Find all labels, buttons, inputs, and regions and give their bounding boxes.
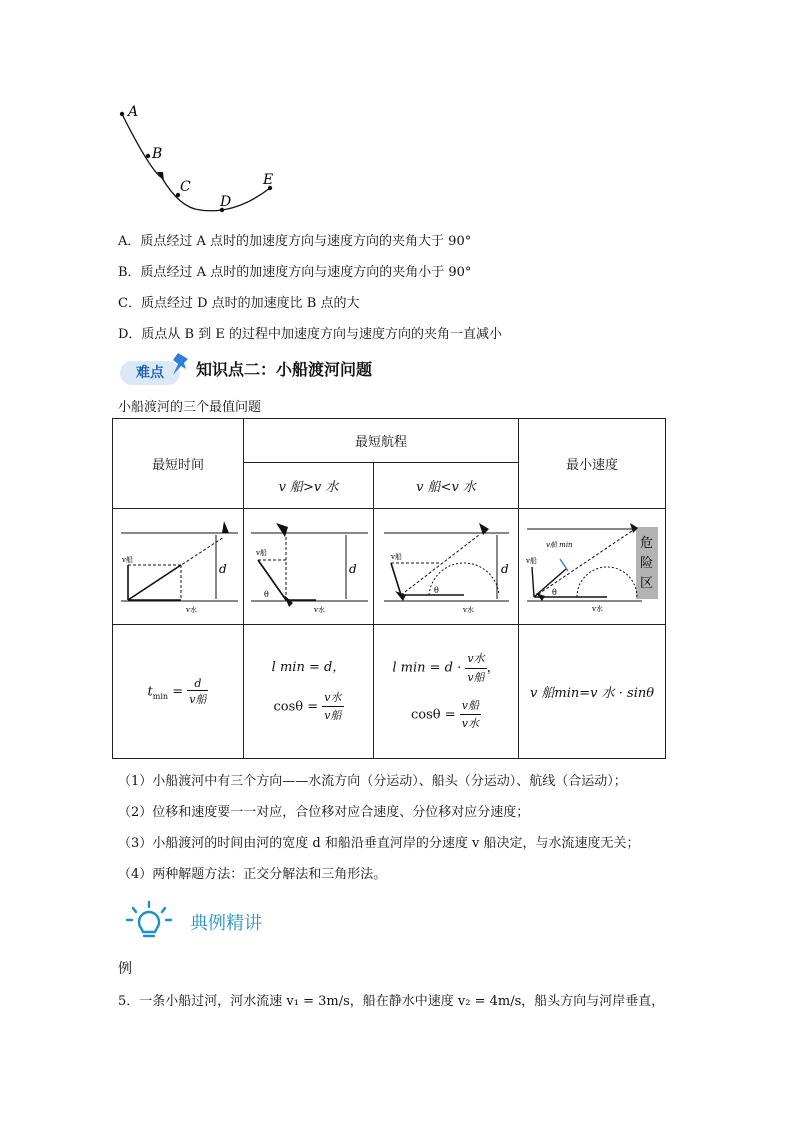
svg-text:v船: v船 (390, 552, 402, 561)
figure-cell-1 (113, 509, 244, 625)
svg-text:d: d (218, 561, 227, 576)
formula-vboat-lt: l min = d · $\frac{\text{v水}}{\text{v船}}$ ， cosθ = $\frac{\text{v船}}{\text{v水}}$ (374, 625, 519, 759)
svg-text:险: 险 (640, 554, 654, 570)
point-b (146, 154, 150, 158)
svg-text:d: d (500, 561, 509, 576)
header-shortest-time: 最短时间 (113, 419, 244, 509)
figure-cell-3 (374, 509, 519, 625)
label-c: C (180, 179, 191, 195)
table-subtitle: 小船渡河的三个最值问题 (118, 400, 262, 415)
section-title: 知识点二：小船渡河问题 (196, 360, 373, 379)
option-b[interactable]: B．质点经过 A 点时的加速度方向与速度方向的夹角小于 90° (118, 265, 472, 280)
svg-text:v水: v水 (462, 605, 474, 614)
figure-vboat-lt (379, 515, 514, 615)
figure-vboat-gt (246, 515, 371, 615)
svg-text:危: 危 (640, 534, 654, 550)
option-a[interactable]: A．质点经过 A 点时的加速度方向与速度方向的夹角大于 90° (118, 234, 472, 249)
trajectory-curve (122, 114, 270, 211)
note-1: （1）小船渡河中有三个方向——水流方向（分运动）、船头（分运动）、航线（合运动）； (118, 774, 627, 789)
label-a: A (128, 104, 139, 120)
svg-text:θ: θ (264, 589, 269, 599)
svg-text:v水: v水 (314, 605, 325, 614)
trajectory-figure (110, 100, 290, 220)
svg-text:区: 区 (640, 574, 654, 590)
label-b: B (152, 146, 163, 162)
direction-arrow (157, 172, 164, 181)
option-d[interactable]: D．质点从 B 到 E 的过程中加速度方向与速度方向的夹角一直减小 (118, 327, 502, 342)
point-a (120, 112, 124, 116)
crossing-table (112, 418, 666, 759)
label-d: D (220, 194, 232, 210)
svg-text:d: d (349, 561, 357, 576)
svg-text:v水: v水 (592, 604, 603, 613)
svg-text:v水: v水 (185, 605, 197, 614)
lightbulb-icon (124, 900, 174, 942)
svg-text:v船: v船 (256, 548, 267, 557)
pushpin-icon (170, 351, 192, 377)
note-3: （3）小船渡河的时间由河的宽度 d 和船沿垂直河岸的分速度 v 船决定，与水流速度无关； (118, 836, 640, 851)
formula-vboat-gt: l min = d， cosθ = $\frac{\text{v水}}{\text{v船}}$ (244, 625, 374, 759)
question-5: 5．一条小船过河，河水流速 v₁ = 3m/s，船在静水中速度 v₂ = 4m/s，船头方向与河岸垂直， (118, 994, 665, 1009)
note-2: （2）位移和速度要一一对应，合位移对应合速度、分位移对应分速度； (118, 805, 530, 820)
header-vboat-lt-vwater: v 船<v 水 (374, 463, 519, 509)
section-header (120, 355, 540, 385)
figure-cell-4 (519, 509, 666, 625)
formula-shortest-time: $t_{min}$ = $\frac{d}{\text{v船}}$ (113, 625, 244, 759)
note-4: （4）两种解题方法：正交分解法和三角形法。 (118, 867, 387, 882)
label-e: E (263, 172, 274, 188)
formula-min-speed: v 船min=v 水 · sinθ (519, 625, 666, 759)
figure-cell-2 (244, 509, 374, 625)
figure-min-speed (522, 515, 662, 615)
header-min-speed: 最小速度 (519, 419, 666, 509)
svg-text:v船 min: v船 min (546, 540, 573, 549)
svg-text:θ: θ (552, 587, 557, 597)
difficulty-badge: 难点 (120, 361, 180, 385)
svg-text:θ: θ (433, 585, 439, 595)
svg-text:v船: v船 (526, 556, 537, 565)
header-shortest-path: 最短航程 (244, 419, 519, 463)
example-title: 典例精讲 (190, 913, 262, 934)
header-vboat-gt-vwater: v 船>v 水 (244, 463, 374, 509)
svg-text:v船: v船 (121, 555, 133, 564)
figure-shortest-time (116, 515, 241, 615)
example-label: 例 (118, 961, 132, 977)
option-c[interactable]: C．质点经过 D 点时的加速度比 B 点的大 (118, 296, 360, 311)
